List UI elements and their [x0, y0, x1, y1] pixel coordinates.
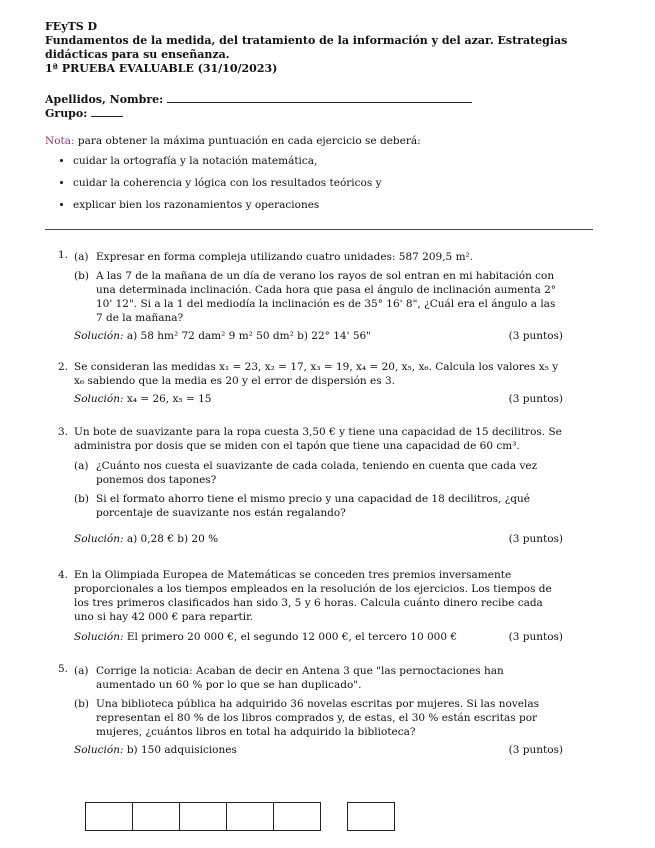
points: (3 puntos): [508, 533, 563, 545]
score-box[interactable]: [179, 802, 227, 831]
part-tag: (b): [74, 270, 89, 282]
exam-title: 1ª PRUEBA EVALUABLE (31/10/2023): [45, 62, 278, 75]
exercise-5: [58, 662, 563, 757]
part-tag: (a): [74, 460, 89, 472]
part-text: A las 7 de la mañana de un día de verano los rayos de sol entran en mi habitación con una determinada inclinación. Cada hora que pasa el ángulo de inclinación aumenta 2° 10' 12". Si a la 1 del mediodía la inclinación es de 35° 16' 8", ¿Cuál era el ángulo a las 7 de la mañana?: [96, 270, 557, 324]
note-intro: para obtener la máxima puntuación en cada ejercicio se deberá:: [74, 135, 421, 147]
part-text: Expresar en forma compleja utilizando cuatro unidades: 587 209,5 m².: [96, 251, 474, 263]
note-list: [45, 154, 615, 212]
course-title: Fundamentos de la medida, del tratamiento de la información y del azar. Estrategias didácticas para su enseñanza.: [45, 34, 568, 61]
part-tag: (a): [74, 251, 89, 263]
exercise-4: [58, 568, 563, 644]
exercise-text: En la Olimpiada Europea de Matemáticas se conceden tres premios inversamente proporcionales a los tiempos empleados en la resolución de los ejercicios. Los tiempos de los tres primeros clasificados han sido 3, 5 y 6 horas. Calcula cuánto dinero recibe cada uno si hay 42 000 € para repartir.: [74, 569, 552, 623]
exercise-number: 2.: [58, 361, 69, 373]
exercise-number: 4.: [58, 569, 69, 581]
group-line[interactable]: [91, 116, 123, 117]
solution-text: a) 0,28 € b) 20 %: [123, 533, 219, 545]
solution-label: Solución:: [74, 533, 124, 545]
solution-row: [74, 743, 563, 757]
exercise-number: 3.: [58, 426, 69, 438]
part-text: ¿Cuánto nos cuesta el suavizante de cada colada, teniendo en cuenta que cada vez ponemos dos tapones?: [96, 460, 538, 486]
solution-row: [74, 329, 563, 343]
solution-label: Solución:: [74, 744, 124, 756]
name-line[interactable]: [167, 102, 472, 103]
points: (3 puntos): [508, 744, 563, 756]
solution-label: Solución:: [74, 330, 124, 342]
note-item: • cuidar la ortografía y la notación matemática,: [73, 154, 615, 168]
exercise-1: [58, 248, 563, 343]
note-item: • explicar bien los razonamientos y operaciones: [73, 198, 615, 212]
exercise-text: Un bote de suavizante para la ropa cuesta 3,50 € y tiene una capacidad de 15 decilitros. Se administra por dosis que se miden con el tapón que tiene una capacidad de 60 cm³.: [74, 426, 562, 452]
solution-text: El primero 20 000 €, el segundo 12 000 €, el tercero 10 000 €: [123, 631, 458, 643]
group-label: Grupo:: [45, 107, 88, 120]
exercise-text: Se consideran las medidas x₁ = 23, x₂ = 17, x₃ = 19, x₄ = 20, x₅, x₆. Calcula los valores x₅ y x₆ sabiendo que la media es 20 y el error de dispersión es 3.: [74, 361, 559, 387]
part-text: Una biblioteca pública ha adquirido 36 novelas escritas por mujeres. Si las novelas representan el 80 % de los libros comprados y, de estas, el 30 % están escritas por mujeres, ¿cuántos libros en total ha adquirido la biblioteca?: [96, 698, 539, 738]
solution-row: [74, 532, 563, 546]
instructions-note: [45, 134, 615, 220]
name-label: Apellidos, Nombre:: [45, 93, 164, 106]
exercise-3: [58, 425, 563, 546]
student-fields: [45, 93, 472, 121]
exercise-2: [58, 360, 563, 406]
solution-row: [74, 630, 563, 644]
solution-text: x₄ = 26, x₅ = 15: [123, 393, 212, 405]
course-code: FEyTS D: [45, 20, 98, 33]
solution-text: a) 58 hm² 72 dam² 9 m² 50 dm² b) 22° 14' 56": [123, 330, 372, 342]
exercise-number: 1.: [58, 249, 69, 261]
points: (3 puntos): [508, 631, 563, 643]
solution-text: b) 150 adquisiciones: [123, 744, 237, 756]
score-box[interactable]: [132, 802, 180, 831]
points: (3 puntos): [508, 393, 563, 405]
score-box[interactable]: [226, 802, 274, 831]
score-box[interactable]: [85, 802, 133, 831]
note-label: Nota:: [45, 135, 75, 147]
exercise-number: 5.: [58, 663, 69, 675]
score-box[interactable]: [273, 802, 321, 831]
solution-label: Solución:: [74, 631, 124, 643]
part-tag: (b): [74, 493, 89, 505]
solution-label: Solución:: [74, 393, 124, 405]
part-text: Corrige la noticia: Acaban de decir en Antena 3 que "las pernoctaciones han aumentado un 60 % por lo que se han duplicado".: [96, 665, 504, 691]
solution-row: [74, 392, 563, 406]
points: (3 puntos): [508, 330, 563, 342]
grading-boxes: [86, 802, 395, 831]
note-item: • cuidar la coherencia y lógica con los resultados teóricos y: [73, 176, 615, 190]
total-box[interactable]: [347, 802, 395, 831]
part-tag: (b): [74, 698, 89, 710]
part-text: Si el formato ahorro tiene el mismo precio y una capacidad de 18 decilitros, ¿qué porcentaje de suavizante nos están regalando?: [96, 493, 530, 519]
divider: [45, 229, 593, 230]
part-tag: (a): [74, 665, 89, 677]
exam-header: [45, 20, 615, 76]
